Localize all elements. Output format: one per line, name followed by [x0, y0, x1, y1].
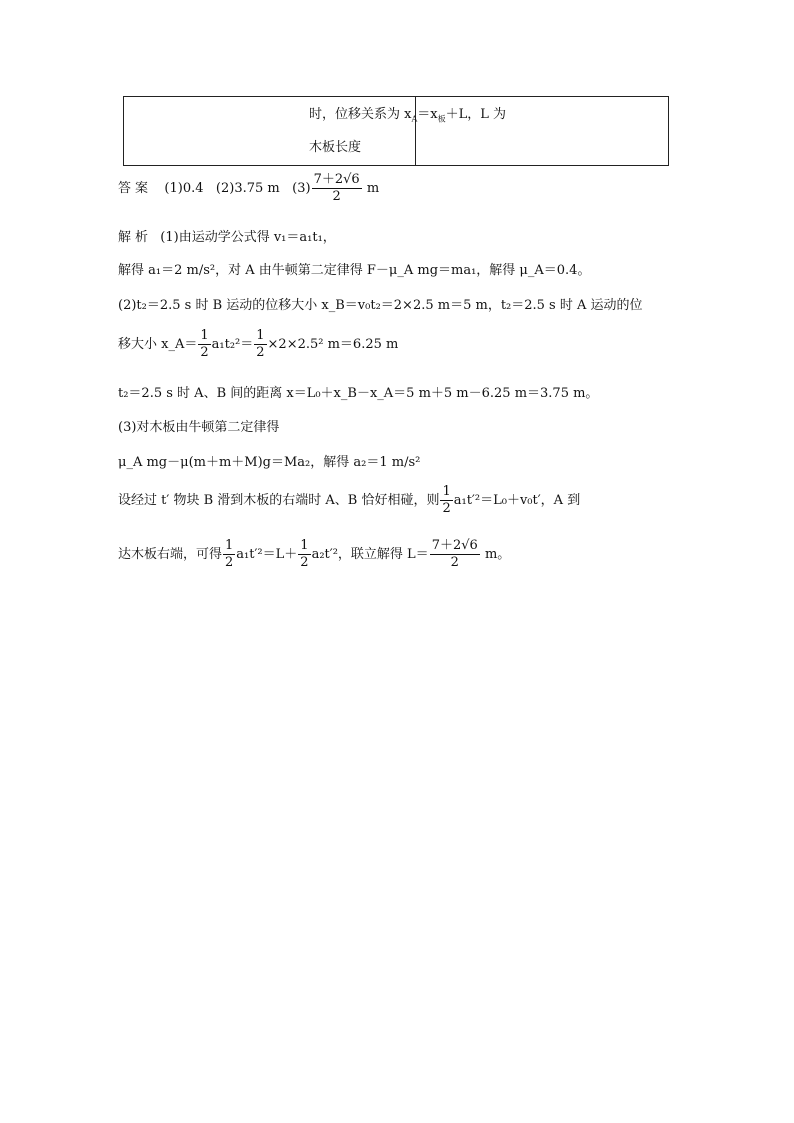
answer-part3-prefix: (3) — [292, 181, 311, 196]
analysis-line-2: 解得 a₁＝2 m/s²，对 A 由牛顿第二定律得 F－μ_A mg＝ma₁，解得 μ_A＝0.4。 — [118, 263, 591, 278]
fraction-denominator: 2 — [332, 189, 341, 204]
analysis-text: (1)由运动学公式得 v₁＝a₁t₁， — [160, 230, 336, 245]
fraction-denominator: 2 — [200, 345, 209, 360]
analysis-text: a₁t′²＝L＋ — [236, 547, 298, 562]
answer-label: 答案 — [118, 181, 153, 196]
half-fraction — [223, 538, 235, 571]
cell-text: ＋L，L 为 — [445, 107, 506, 122]
cell-sub: 板 — [437, 114, 446, 124]
analysis-line-7: μ_A mg－μ(m＋m＋M)g＝Ma₂，解得 a₂＝1 m/s² — [118, 455, 421, 470]
analysis-text: a₁t′²＝L₀＋v₀t′，A 到 — [453, 493, 581, 508]
cell-text: ＝x — [417, 107, 438, 122]
final-fraction — [430, 538, 480, 571]
fraction-numerator: 1 — [300, 538, 309, 553]
fraction-denominator: 2 — [300, 555, 309, 570]
answer-part1: (1)0.4 — [164, 181, 204, 196]
answer-line — [118, 172, 379, 205]
answer-unit: m — [366, 181, 380, 196]
fraction-denominator: 2 — [442, 501, 451, 516]
fraction-numerator: 7＋2√6 — [431, 538, 478, 553]
fraction-numerator: 7＋2√6 — [313, 172, 360, 187]
half-fraction — [198, 328, 210, 361]
table-cell-line1 — [309, 103, 506, 125]
half-fraction — [298, 538, 310, 571]
analysis-line-3: (2)t₂＝2.5 s 时 B 运动的位移大小 x_B＝v₀t₂＝2×2.5 m＝5 m，t₂＝2.5 s 时 A 运动的位 — [118, 298, 643, 313]
answer-part2: (2)3.75 m — [215, 181, 280, 196]
fraction-numerator: 1 — [442, 484, 451, 499]
analysis-line-8 — [118, 484, 580, 517]
analysis-line-9 — [118, 538, 510, 571]
analysis-line-5: t₂＝2.5 s 时 A、B 间的距离 x＝L₀＋x_B－x_A＝5 m＋5 m－6.25 m＝3.75 m。 — [118, 386, 599, 401]
table-cell-line2: 木板长度 — [309, 140, 362, 155]
analysis-text: a₂t′²，联立解得 L＝ — [311, 547, 429, 562]
analysis-text: 移大小 x_A＝ — [118, 337, 198, 352]
cell-text: 时，位移关系为 x — [309, 107, 412, 122]
half-fraction — [254, 328, 266, 361]
fraction-numerator: 1 — [225, 538, 234, 553]
analysis-line-6: (3)对木板由牛顿第二定律得 — [118, 420, 280, 435]
analysis-text: 达木板右端，可得 — [118, 547, 223, 562]
analysis-unit: m。 — [484, 547, 511, 562]
analysis-text: ×2×2.5² m＝6.25 m — [267, 337, 399, 352]
fraction-numerator: 1 — [200, 328, 209, 343]
fraction-numerator: 1 — [256, 328, 265, 343]
half-fraction — [440, 484, 452, 517]
answer-fraction — [312, 172, 362, 205]
analysis-text: a₁t₂²＝ — [211, 337, 254, 352]
fraction-denominator: 2 — [450, 555, 459, 570]
fraction-denominator: 2 — [225, 555, 234, 570]
cell-sub: A — [411, 114, 418, 124]
analysis-label: 解析 — [118, 230, 153, 245]
fraction-denominator: 2 — [256, 345, 265, 360]
analysis-line-1 — [118, 226, 336, 245]
analysis-line-4 — [118, 328, 398, 361]
analysis-text: 设经过 t′ 物块 B 滑到木板的右端时 A、B 恰好相碰，则 — [118, 493, 440, 508]
